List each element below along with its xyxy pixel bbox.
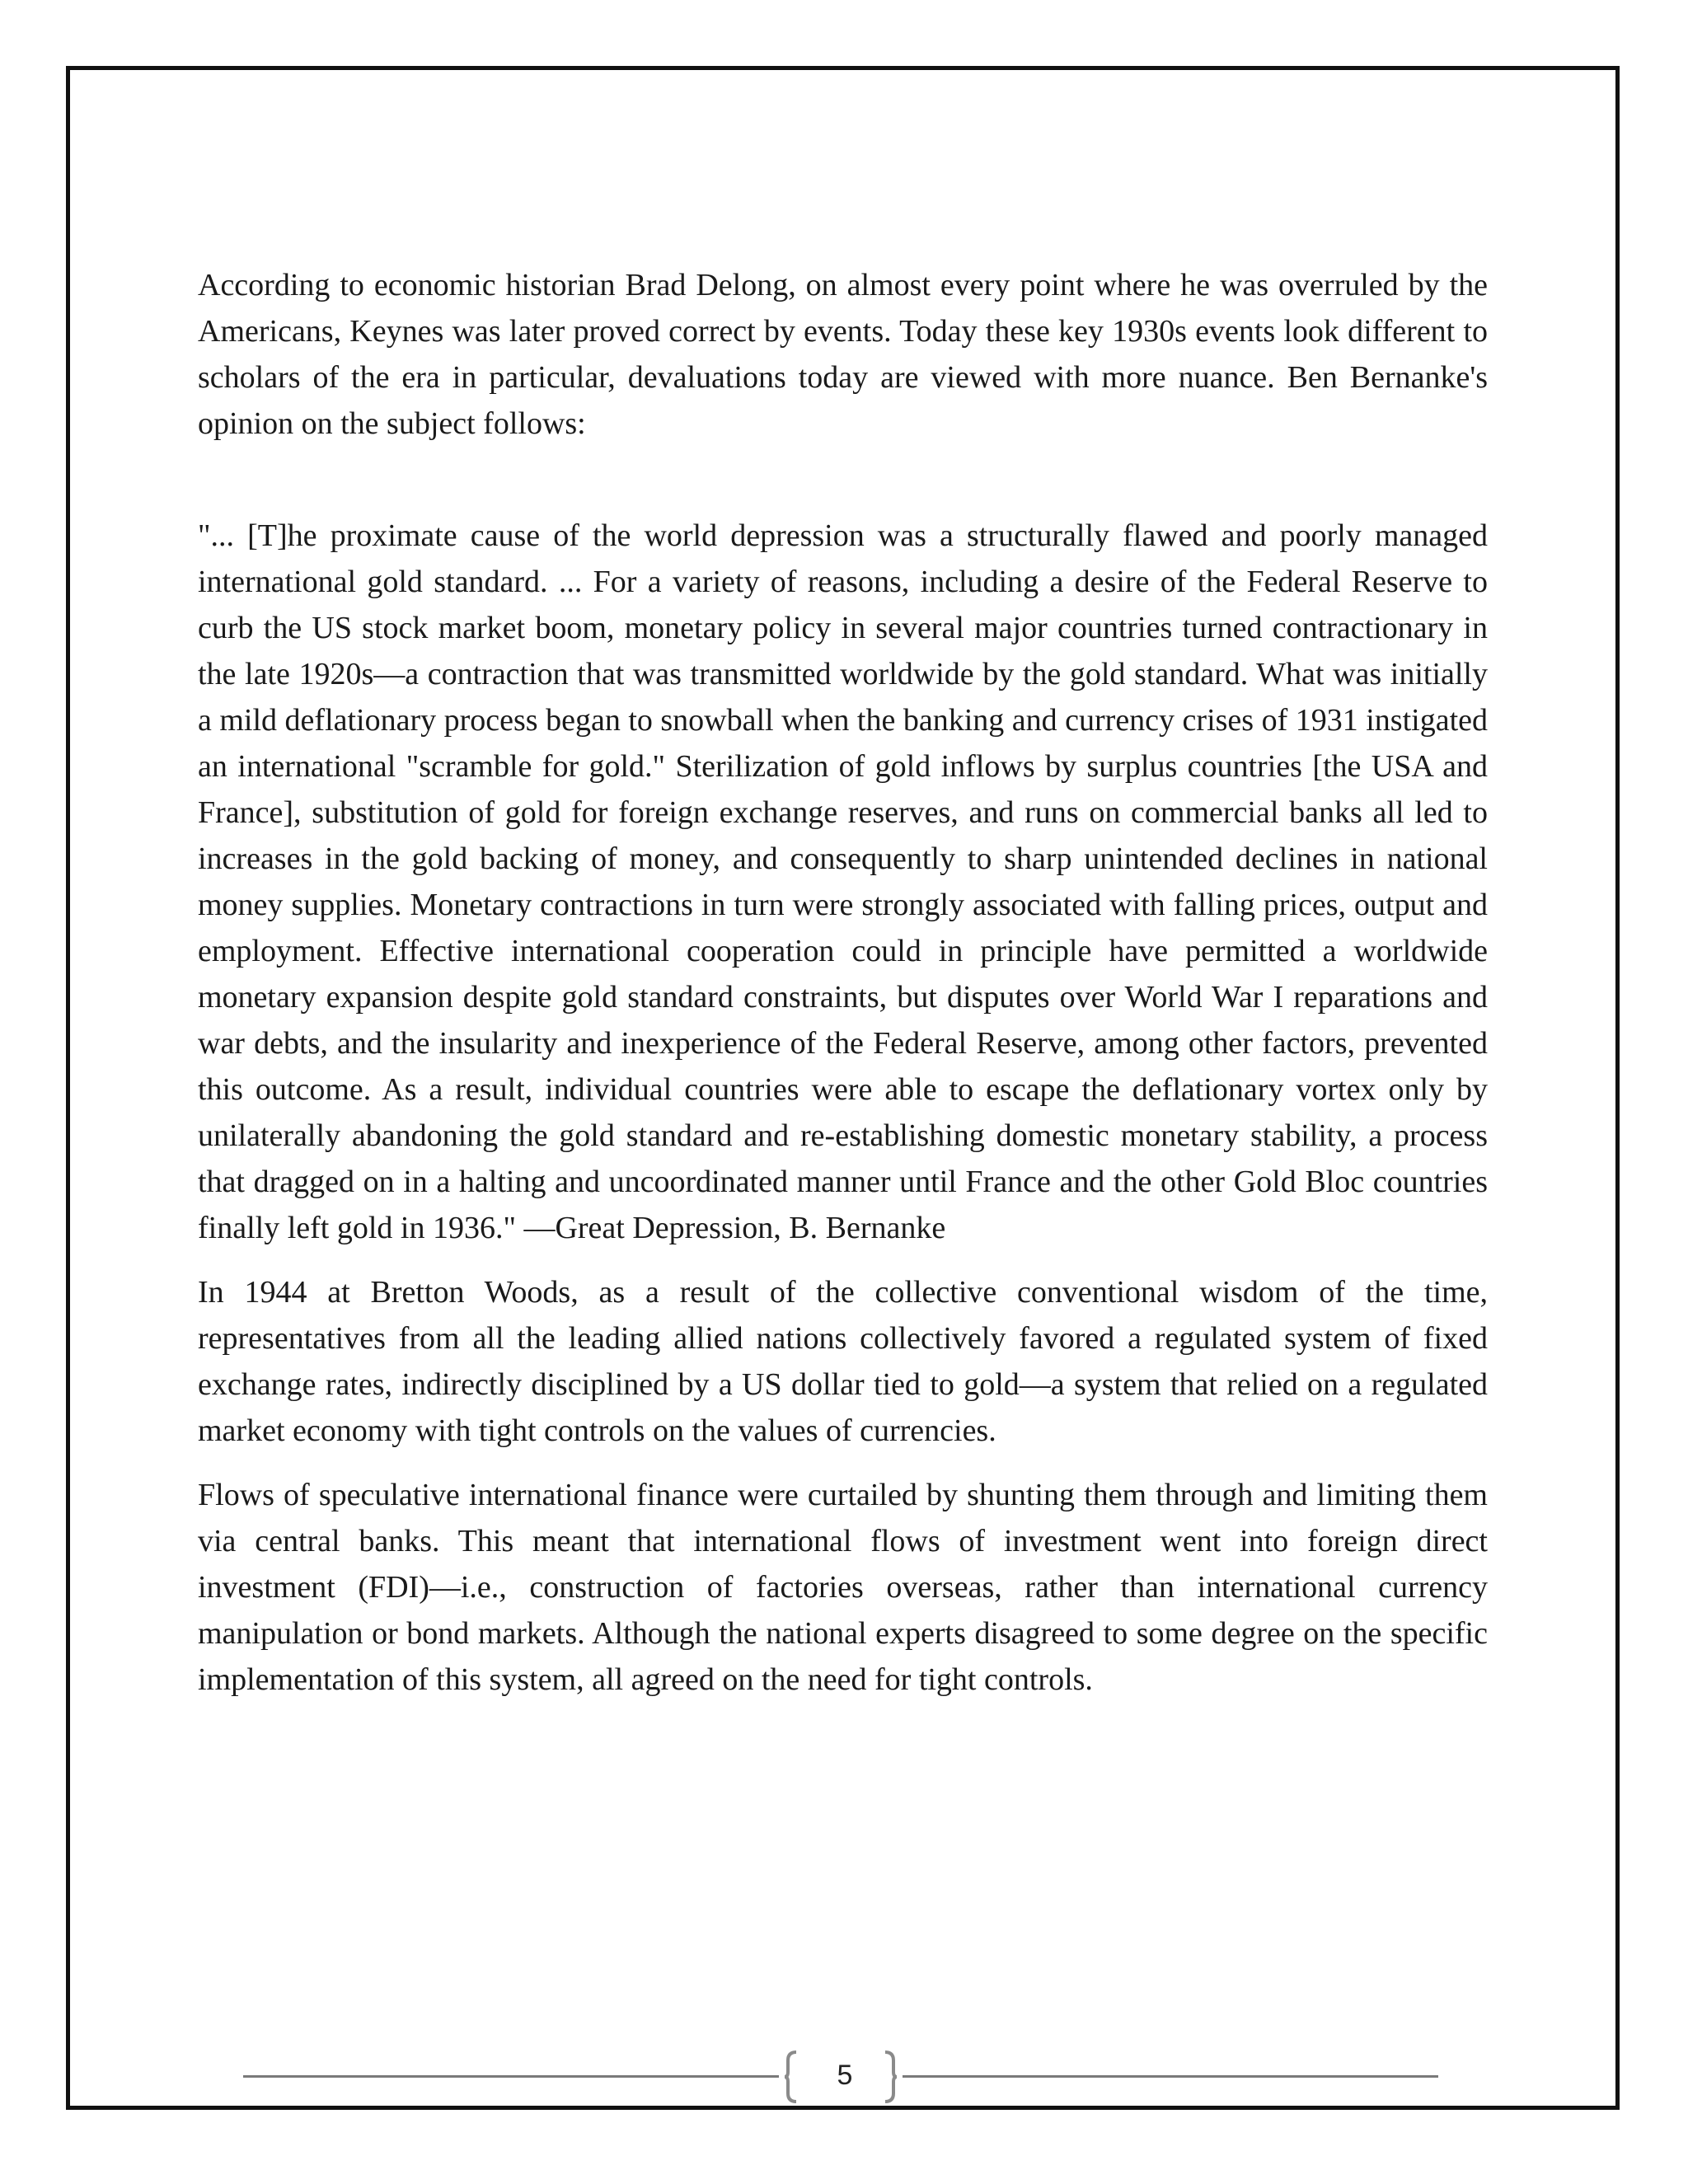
page-number: 5	[837, 2060, 853, 2091]
paragraph-speculative-finance: Flows of speculative international finance were curtailed by shunting them through and limiting them via central banks. This meant that international flows of investment went into foreign direct investment (FDI)—i.e., construction of factories overseas, rather than international currency manipulation or bond markets. Although the national experts disagreed to some degree on the specific implementation of this system, all agreed on the need for tight controls.	[198, 1478, 1488, 1697]
paragraph-delong: According to economic historian Brad Delong, on almost every point where he was overruled by the Americans, Keynes was later proved correct by events. Today these key 1930s events look different to scholars of the era in particular, devaluations today are viewed with more nuance. Ben Bernanke's opinion on the subject follows:	[198, 268, 1488, 441]
paragraph-bretton-woods: In 1944 at Bretton Woods, as a result of the collective conventional wisdom of the time, representatives from all the leading allied nations collectively favored a regulated system of fixed exchange rates, indirectly disciplined by a US dollar tied to gold—a system that relied on a regulated market economy with tight controls on the values of currencies.	[198, 1275, 1488, 1448]
document-body	[198, 262, 1488, 1703]
right-brace-icon	[882, 2050, 898, 2103]
page-footer	[243, 2050, 1438, 2116]
footer-rule-right	[903, 2075, 1438, 2078]
paragraph-bernanke-quote: "... [T]he proximate cause of the world depression was a structurally flawed and poorly managed international gold standard. ... For a variety of reasons, including a desire of the Federal Reserve to curb the US stock market boom, monetary policy in several major countries turned contractionary in the late 1920s—a contraction that was transmitted worldwide by the gold standard. What was initially a mild deflationary process began to snowball when the banking and currency crises of 1931 instigated an international "scramble for gold." Sterilization of gold inflows by surplus countries [the USA and France], substitution of gold for foreign exchange reserves, and runs on commercial banks all led to increases in the gold backing of money, and consequently to sharp unintended declines in national money supplies. Monetary contractions in turn were strongly associated with falling prices, output and employment. Effective international cooperation could in principle have permitted a worldwide monetary expansion despite gold standard constraints, but disputes over World War I reparations and war debts, and the insularity and inexperience of the Federal Reserve, among other factors, prevented this outcome. As a result, individual countries were able to escape the deflationary vortex only by unilaterally abandoning the gold standard and re-establishing domestic monetary stability, a process that dragged on in a halting and uncoordinated manner until France and the other Gold Bloc countries finally left gold in 1936." —Great Depression, B. Bernanke	[198, 518, 1488, 1245]
left-brace-icon	[783, 2050, 799, 2103]
footer-rule-left	[243, 2075, 779, 2078]
